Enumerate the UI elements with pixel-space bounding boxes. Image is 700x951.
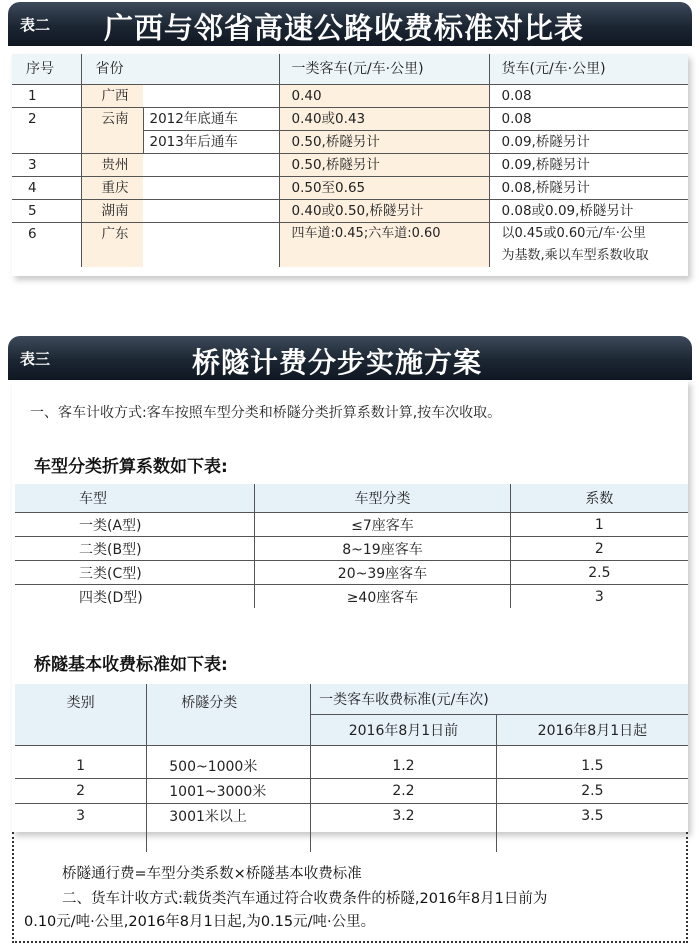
cell-after: 3.5 bbox=[496, 804, 688, 829]
row-province: 重庆 bbox=[81, 177, 143, 200]
cell-coef: 2.5 bbox=[510, 561, 688, 585]
table-row bbox=[12, 108, 688, 131]
cell-before: 2.2 bbox=[311, 779, 497, 804]
header-category: 类别 bbox=[15, 684, 147, 746]
row-no: 4 bbox=[12, 177, 81, 200]
header-before: 2016年8月1日前 bbox=[311, 715, 497, 746]
table-row bbox=[15, 537, 688, 561]
table-row bbox=[12, 154, 688, 177]
cell-class: ≤7座客车 bbox=[255, 513, 511, 537]
row-no: 1 bbox=[12, 85, 81, 108]
header-bus: 一类客车(元/车·公里) bbox=[279, 54, 489, 85]
row-truck-line1: 以0.45或0.60元/车·公里 bbox=[501, 226, 646, 241]
coef-subtitle: 车型分类折算系数如下表: bbox=[34, 457, 228, 477]
header-coefficient: 系数 bbox=[510, 484, 688, 513]
cell-category: 1 bbox=[15, 754, 147, 779]
intro-text: 一、客车计收方式:客车按照车型分类和桥隧分类折算系数计算,按车次收取。 bbox=[30, 405, 502, 421]
row-truck: 0.09,桥隧另计 bbox=[489, 131, 688, 154]
table3-title: 桥隧计费分步实施方案 bbox=[192, 346, 483, 379]
cell-range: 1001~3000米 bbox=[147, 779, 311, 804]
row-bus: 0.50,桥隧另计 bbox=[279, 154, 489, 177]
table-row bbox=[15, 804, 688, 829]
row-bus: 0.40或0.50,桥隧另计 bbox=[279, 200, 489, 223]
cell-range: 3001米以上 bbox=[147, 804, 311, 829]
cell-class: ≥40座客车 bbox=[255, 585, 511, 609]
header-vehicle-class: 车型分类 bbox=[255, 484, 511, 513]
fee-table bbox=[15, 684, 688, 852]
cell-before: 1.2 bbox=[311, 754, 497, 779]
table2-tag: 表二 bbox=[20, 16, 51, 34]
cell-category: 2 bbox=[15, 779, 147, 804]
header-vehicle-type: 车型 bbox=[15, 484, 255, 513]
row-bus: 0.50至0.65 bbox=[279, 177, 489, 200]
table-header-row bbox=[15, 684, 688, 715]
row-province: 湖南 bbox=[81, 200, 143, 223]
table-row bbox=[15, 561, 688, 585]
row-note: 2013年后通车 bbox=[143, 131, 279, 154]
table3-panel bbox=[12, 380, 688, 832]
cell-before: 3.2 bbox=[311, 804, 497, 829]
cell-class: 20~39座客车 bbox=[255, 561, 511, 585]
cell-class: 8~19座客车 bbox=[255, 537, 511, 561]
table-row bbox=[12, 131, 688, 154]
table-row bbox=[12, 200, 688, 223]
row-no bbox=[12, 131, 81, 154]
row-truck: 0.08 bbox=[489, 85, 688, 108]
note-formula: 桥隧通行费=车型分类系数×桥隧基本收费标准 bbox=[62, 866, 362, 882]
fee-subtitle: 桥隧基本收费标准如下表: bbox=[34, 655, 228, 675]
table2-panel bbox=[12, 54, 688, 276]
comparison-table bbox=[12, 54, 688, 267]
table-row bbox=[12, 85, 688, 108]
table-row bbox=[15, 513, 688, 537]
cell-after: 1.5 bbox=[496, 754, 688, 779]
cell-coef: 3 bbox=[510, 585, 688, 609]
row-province: 广东 bbox=[81, 223, 143, 268]
table-row bbox=[12, 177, 688, 200]
row-truck: 0.08或0.09,桥隧另计 bbox=[489, 200, 688, 223]
cell-type: 四类(D型) bbox=[79, 589, 143, 606]
note-truck-line2: 0.10元/吨·公里,2016年8月1日起,为0.15元/吨·公里。 bbox=[24, 914, 376, 930]
table-header-row bbox=[12, 54, 688, 85]
row-truck bbox=[489, 223, 688, 268]
cell-coef: 2 bbox=[510, 537, 688, 561]
row-province: 广西 bbox=[81, 85, 143, 108]
header-no: 序号 bbox=[12, 54, 81, 85]
table-row bbox=[15, 754, 688, 779]
cell-after: 2.5 bbox=[496, 779, 688, 804]
row-note bbox=[143, 177, 279, 200]
cell-category: 3 bbox=[76, 808, 86, 824]
table-row bbox=[15, 779, 688, 804]
table-row bbox=[15, 585, 688, 609]
coefficient-table bbox=[15, 484, 688, 608]
header-classification: 桥隧分类 bbox=[147, 684, 311, 746]
row-bus: 四车道:0.45;六车道:0.60 bbox=[279, 223, 489, 268]
row-truck: 0.08,桥隧另计 bbox=[489, 177, 688, 200]
table3-tag: 表三 bbox=[20, 350, 51, 368]
header-truck: 货车(元/车·公里) bbox=[489, 54, 688, 85]
row-no: 3 bbox=[12, 154, 81, 177]
row-truck: 0.08 bbox=[489, 108, 688, 131]
cell-coef: 1 bbox=[510, 513, 688, 537]
table-header-row bbox=[15, 484, 688, 513]
cell-type: 二类(B型) bbox=[15, 537, 255, 561]
row-province: 贵州 bbox=[81, 154, 143, 177]
row-truck-line2: 为基数,乘以车型系数收取 bbox=[501, 248, 649, 263]
row-no: 5 bbox=[12, 200, 81, 223]
note-truck-line1: 二、货车计收方式:载货类汽车通过符合收费条件的桥隧,2016年8月1日前为 bbox=[62, 891, 548, 907]
row-note: 2012年底通车 bbox=[143, 108, 279, 131]
header-province: 省份 bbox=[81, 54, 279, 85]
row-truck: 0.09,桥隧另计 bbox=[489, 154, 688, 177]
row-province: 云南 bbox=[81, 108, 143, 131]
row-bus: 0.40或0.43 bbox=[279, 108, 489, 131]
header-after: 2016年8月1日起 bbox=[496, 715, 688, 746]
spacer-row bbox=[15, 746, 688, 755]
table2-title: 广西与邻省高速公路收费标准对比表 bbox=[104, 11, 585, 45]
row-bus: 0.50,桥隧另计 bbox=[279, 131, 489, 154]
cell-range: 500~1000米 bbox=[147, 754, 311, 779]
notes-box bbox=[12, 832, 688, 943]
row-province bbox=[81, 131, 143, 154]
table3-banner bbox=[8, 336, 692, 380]
row-no: 6 bbox=[12, 223, 81, 268]
table2-banner bbox=[8, 2, 692, 46]
row-note bbox=[143, 223, 279, 268]
row-note bbox=[143, 200, 279, 223]
table-row bbox=[12, 223, 688, 268]
row-no: 2 bbox=[12, 108, 81, 131]
row-note bbox=[143, 154, 279, 177]
header-fee-group: 一类客车收费标准(元/车次) bbox=[311, 684, 688, 715]
row-note bbox=[143, 85, 279, 108]
cell-type: 三类(C型) bbox=[15, 561, 255, 585]
row-bus: 0.40 bbox=[279, 85, 489, 108]
cell-type: 一类(A型) bbox=[15, 513, 255, 537]
